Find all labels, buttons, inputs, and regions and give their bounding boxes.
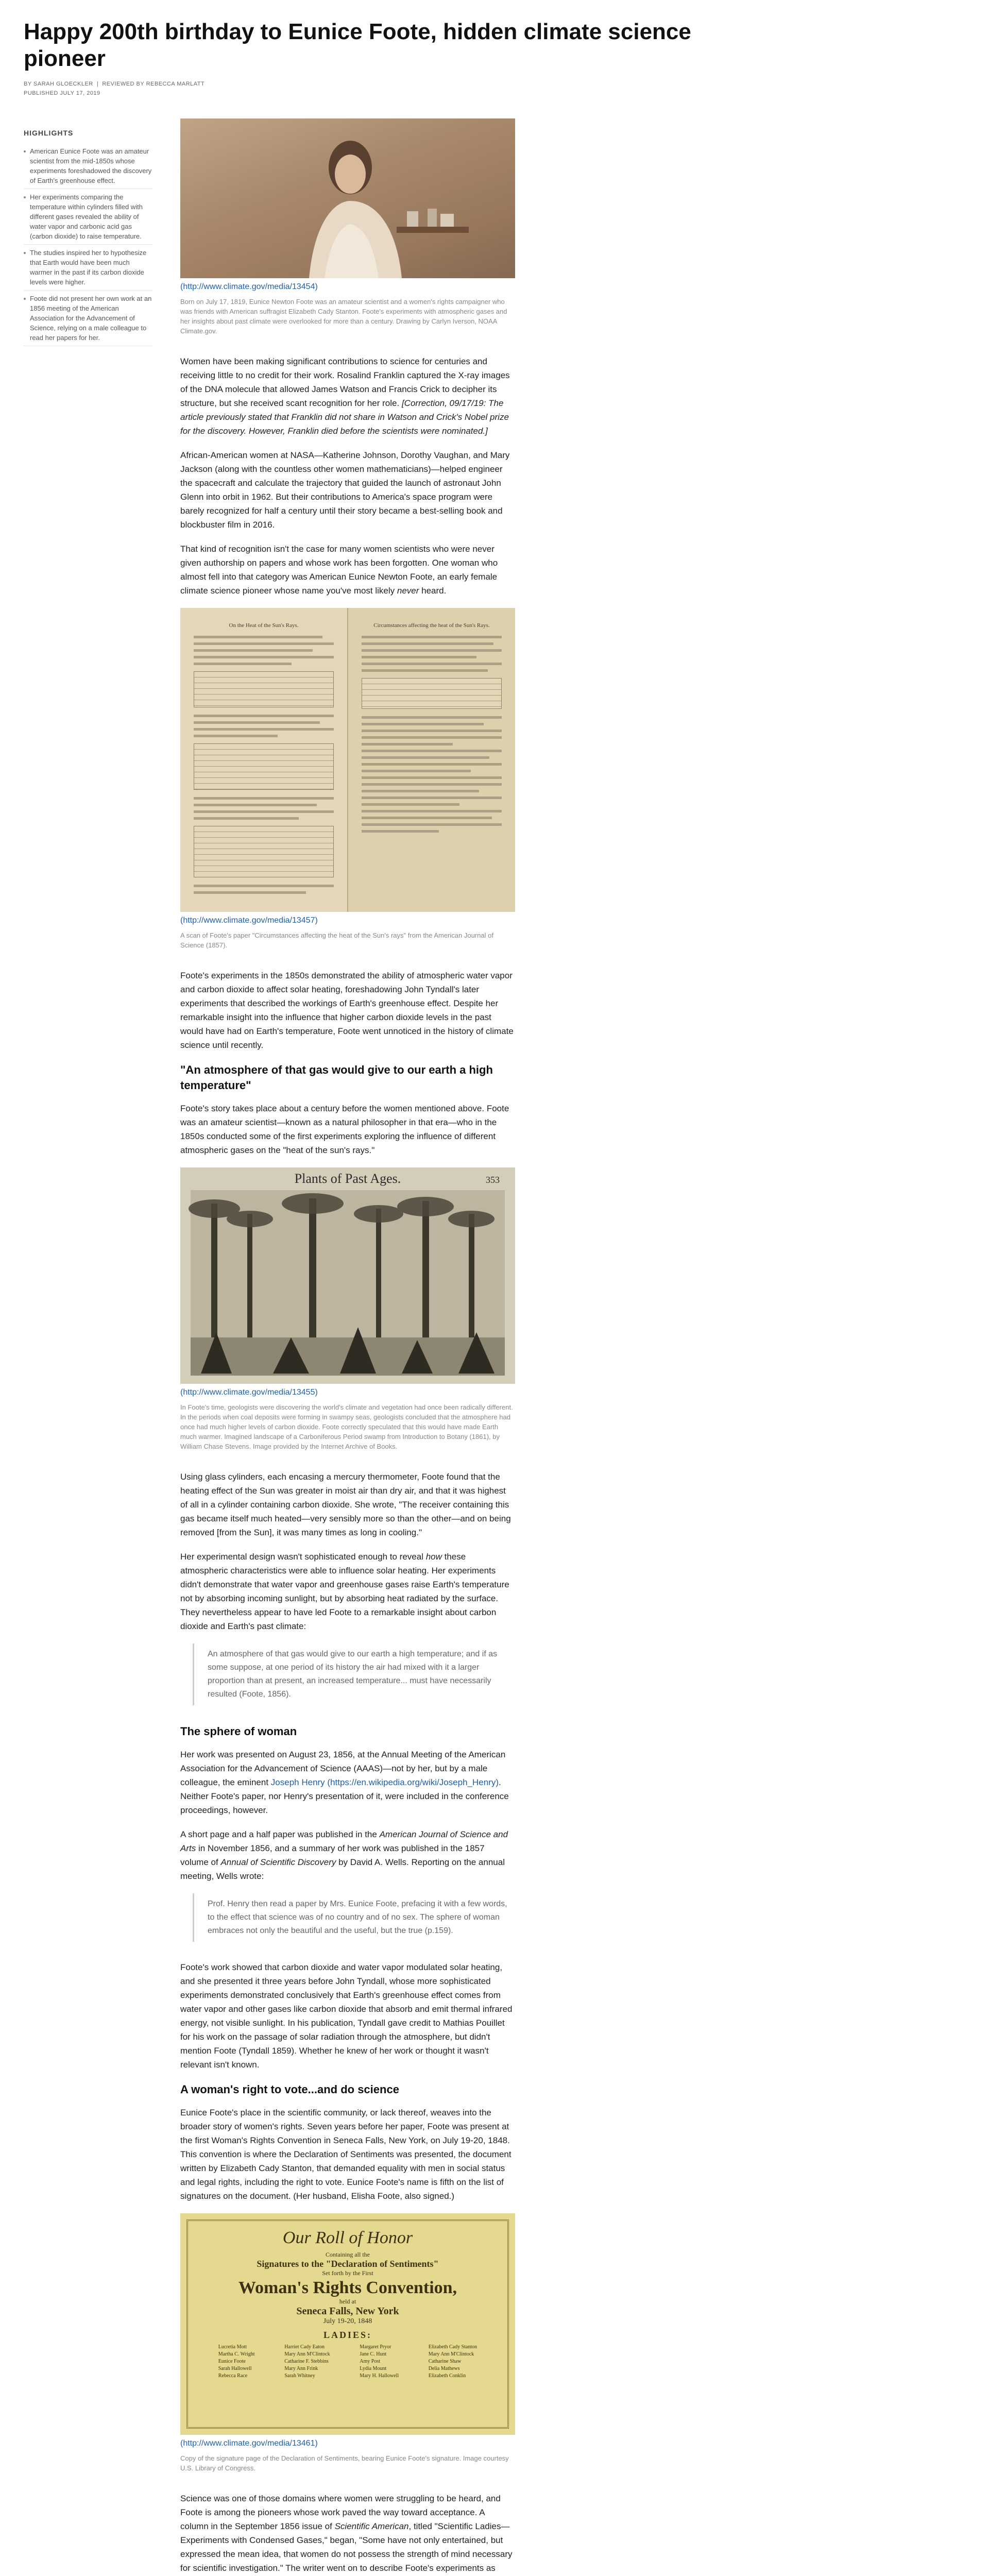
paragraph: Foote's story takes place about a century before the women mentioned above. Foote was an amateur scientist—known as a natural philosopher in that era—who in the 1850s conducted some of the first experiments exploring the influence of different atmospheric gases on the "heat of the sun's rays." xyxy=(180,1104,509,1155)
figure-link[interactable]: (http://www.climate.gov/media/13454) xyxy=(180,282,318,291)
scan-left-page xyxy=(180,608,347,912)
bullet-icon xyxy=(24,252,26,254)
signature-column: Harriet Cady Eaton Mary Ann M'Clintock Catharine F. Stebbins Mary Ann Frink Sarah Whitney xyxy=(284,2344,330,2379)
figure-caption: In Foote's time, geologists were discovering the world's climate and vegetation had once been radically different. In the periods when coal deposits were forming in swampy seas, geologists concluded that the atmosphere had once had much higher levels of carbon dioxide. Foote correctly speculated that this would have made Earth much warmer. Imagined landscape of a Carboniferous Period swamp from Introduction to Botany (1861), by William Chase Stevens. Image provided by the Internet Archive of Books. xyxy=(180,1403,513,1450)
bullet-icon xyxy=(24,150,26,152)
joseph-henry-link[interactable]: Joseph Henry (https://en.wikipedia.org/wiki/Joseph_Henry) xyxy=(270,1777,499,1787)
page-title: Happy 200th birthday to Eunice Foote, hidden climate science pioneer xyxy=(24,19,691,71)
scan-page-header: Circumstances affecting the heat of the Sun's Rays. xyxy=(373,622,490,629)
paragraph: Women have been making significant contributions to science for centuries and receiving little to no credit for their work. Rosalind Franklin captured the X-ray images of the DNA molecule that allowed James Watson and Francis Crick to decipher its structure, but she received scant recognition for her role. [Correction, 09/17/19: The article previously stated that Franklin did not share in Watson and Crick's Nobel prize for the discovery. However, Franklin died before the scientists were nominated.] xyxy=(180,357,510,436)
scan-table xyxy=(194,743,334,790)
roll-subtitle: Set forth by the First xyxy=(322,2269,373,2277)
carboniferous-swamp-image[interactable] xyxy=(180,1167,515,1384)
roll-of-honor-image[interactable] xyxy=(180,2213,515,2435)
figure-caption: A scan of Foote's paper "Circumstances affecting the heat of the Sun's rays" from the American Journal of Science (1857). xyxy=(180,931,493,949)
paragraph: Her work was presented on August 23, 1856, at the Annual Meeting of the American Association for the Advancement of Science (AAAS)—not by her, but by a male colleague, the eminent Joseph Henry (https://en.wikipedia.org/wiki/Joseph_Henry). Neither Foote's paper, nor Henry's presentation of it, were included in the conference proceedings, however. xyxy=(180,1750,509,1815)
roll-ladies-heading: LADIES: xyxy=(323,2330,372,2340)
plate-number: 353 xyxy=(486,1175,500,1185)
scan-table xyxy=(194,671,334,707)
paragraph: Her experimental design wasn't sophisticated enough to reveal how these atmospheric characteristics were able to influence solar heating. Her experiments didn't demonstrate that water vapor and greenhouse gases raise Earth's temperature not by absorbing incoming sunlight, but by absorbing heat radiated by the surface. They nevertheless appear to have led Foote to a remarkable insight about carbon dioxide and Earth's past climate: xyxy=(180,1552,509,1631)
roll-date: July 19-20, 1848 xyxy=(323,2317,372,2325)
section-heading: The sphere of woman xyxy=(180,1725,297,1738)
blockquote: An atmosphere of that gas would give to our earth a high temperature; and if as some suppose, at one period of its history the air had mixed with it a larger proportion than at present, an increased temperature... must have necessarily resulted (Foote, 1856). xyxy=(193,1643,515,1705)
paragraph: Using glass cylinders, each encasing a mercury thermometer, Foote found that the heating effect of the Sun was greater in moist air than dry air, and that it was highest of all in a cylinder containing carbon dioxide. She wrote, "The receiver containing this gas became itself much heated—very sensibly more so than the other—and on being removed [from the Sun], it was many times as long in cooling." xyxy=(180,1472,511,1537)
published-date: PUBLISHED JULY 17, 2019 xyxy=(24,90,100,96)
paragraph: Science was one of those domains where women were struggling to be heard, and Foote is among the pioneers whose work paved the way toward acceptance. A column in the September 1856 issue of Scientific American, titled "Scientific Ladies—Experiments with Condensed Gases," began, "Some have not only entertained, but expressed the mean idea, that women do not possess the strength of mind necessary for scientific investigation." The writer went on to describe Foote's experiments as xyxy=(180,2494,513,2573)
roll-main-title: Woman's Rights Convention, xyxy=(238,2278,457,2297)
portrait-drawing xyxy=(180,118,515,278)
paragraph: A short page and a half paper was published in the American Journal of Science and Arts in November 1856, and a summary of her work was published in the 1857 volume of Annual of Scientific Discovery by David A. Wells. Reporting on the annual meeting, Wells wrote: xyxy=(180,1829,508,1881)
article-header xyxy=(24,19,693,98)
section-heading: A woman's right to vote...and do science xyxy=(180,2083,399,2096)
highlight-item: American Eunice Foote was an amateur scientist from the mid-1850s whose experiments foreshadowed the discovery of Earth's greenhouse effect. xyxy=(24,143,152,189)
signature-column: Margaret Pryor Jane C. Hunt Amy Post Lydia Mount Mary H. Hallowell xyxy=(360,2344,399,2379)
plate-title: Plants of Past Ages. xyxy=(294,1171,401,1186)
signature-column: Lucretia Mott Martha C. Wright Eunice Foote Sarah Hallowell Rebecca Race xyxy=(218,2344,255,2379)
highlight-item: Foote did not present her own work at an 1856 meeting of the American Association for the Advancement of Science, relying on a male colleague to read her papers for her. xyxy=(24,291,152,346)
highlight-item: Her experiments comparing the temperature within cylinders filled with different gases revealed the ability of water vapor and carbonic acid gas (carbon dioxide) to raise temperature. xyxy=(24,189,152,245)
paragraph: Foote's work showed that carbon dioxide and water vapor modulated solar heating, and she presented it three years before John Tyndall, whose more sophisticated experiments demonstrated conclusively that Earth's greenhouse effect comes from water vapor and other gases like carbon dioxide that absorb and emit thermal infrared energy, not visible sunlight. In his publication, Tyndall gave credit to Mathias Pouillet for his work on the passage of solar radiation through the atmosphere, but didn't mention Foote (Tyndall 1859). Whether he knew of her work or thought it wasn't relevant isn't known. xyxy=(180,1962,513,2070)
scan-page-header: On the Heat of the Sun's Rays. xyxy=(229,622,299,629)
paragraph: African-American women at NASA—Katherine Johnson, Dorothy Vaughan, and Mary Jackson (along with the countless other women mathematicians)—helped engineer the spacecraft and calculate the trajectory that guided the launch of astronaut John Glenn into orbit in 1962. But their contributions to America's space program were barely recognized for half a century until their story became a best-selling book and blockbuster film in 2016. xyxy=(180,450,510,530)
scan-table xyxy=(362,678,502,709)
author: BY SARAH GLOECKLER xyxy=(24,81,93,87)
byline: BY SARAH GLOECKLER | REVIEWED BY REBECCA MARLATT PUBLISHED JULY 17, 2019 xyxy=(24,81,205,96)
figure-link[interactable]: (http://www.climate.gov/media/13457) xyxy=(180,916,318,925)
highlights-sidebar xyxy=(24,129,152,346)
foote-portrait-image[interactable] xyxy=(180,118,515,278)
roll-title: Our Roll of Honor xyxy=(282,2228,413,2247)
scan-right-page xyxy=(347,608,515,912)
roll-document xyxy=(186,2219,509,2429)
scan-table xyxy=(194,826,334,877)
reviewer: REVIEWED BY REBECCA MARLATT xyxy=(102,81,205,87)
figure-caption: Copy of the signature page of the Declaration of Sentiments, bearing Eunice Foote's signature. Image courtesy U.S. Library of Congress. xyxy=(180,2454,509,2472)
roll-place: Seneca Falls, New York xyxy=(296,2306,399,2317)
figure-link[interactable]: (http://www.climate.gov/media/13461) xyxy=(180,2439,318,2448)
roll-subtitle: Containing all the xyxy=(326,2251,370,2258)
paragraph: Foote's experiments in the 1850s demonstrated the ability of atmospheric water vapor and carbon dioxide to affect solar heating, foreshadowing John Tyndall's later experiments that described the workings of Earth's greenhouse effect. Despite her remarkable insight into the influence that higher carbon dioxide levels in the past would have had on Earth's temperature, Foote went unnoticed in the history of climate science until recently. xyxy=(180,971,514,1050)
signature-column: Elizabeth Cady Stanton Mary Ann M'Clintock Catharine Shaw Delia Mathews Elizabeth Conklin xyxy=(428,2344,478,2379)
journal-scan-image[interactable] xyxy=(180,608,515,912)
highlights-heading: HIGHLIGHTS xyxy=(24,129,74,137)
highlight-item: The studies inspired her to hypothesize that Earth would have been much warmer in the past if its carbon dioxide levels were higher. xyxy=(24,245,152,291)
signature-columns xyxy=(203,2344,492,2380)
section-heading: "An atmosphere of that gas would give to our earth a high temperature" xyxy=(180,1063,493,1092)
roll-held: held at xyxy=(339,2298,356,2305)
paragraph: That kind of recognition isn't the case for many women scientists who were never given authorship on papers and whose work has been forgotten. One woman who almost fell into that category was American Eunice Newton Foote, an early female climate science pioneer whose name you've most likely never heard. xyxy=(180,544,498,596)
figure-link[interactable]: (http://www.climate.gov/media/13455) xyxy=(180,1388,318,1397)
figure-caption: Born on July 17, 1819, Eunice Newton Foote was an amateur scientist and a women's rights campaigner who was friends with American suffragist Elizabeth Cady Stanton. Foote's experiments with atmospheric gases and her insights about past climate were overlooked for more than a century. Drawing by Carlyn Iverson, NOAA Climate.gov. xyxy=(180,298,507,335)
roll-subtitle: Signatures to the "Declaration of Sentiments" xyxy=(257,2259,439,2269)
blockquote: Prof. Henry then read a paper by Mrs. Eunice Foote, prefacing it with a few words, to the effect that science was of no country and of no sex. The sphere of woman embraces not only the beautiful and the useful, but the true (p.159). xyxy=(193,1893,515,1942)
paragraph: Eunice Foote's place in the scientific community, or lack thereof, weaves into the broader story of women's rights. Seven years before her paper, Foote was present at the first Woman's Rights Convention in Seneca Falls, New York, on July 19-20, 1848. This convention is where the Declaration of Sentiments was presented, the document written by Elizabeth Cady Stanton, that demanded equality with men in social status and legal rights, including the right to vote. Eunice Foote's name is fifth on the list of signatures on the document. (Her husband, Elisha Foote, also signed.) xyxy=(180,2108,511,2201)
bullet-icon xyxy=(24,196,26,198)
article-body xyxy=(180,118,515,2576)
swamp-engraving xyxy=(180,1167,515,1384)
bullet-icon xyxy=(24,298,26,300)
